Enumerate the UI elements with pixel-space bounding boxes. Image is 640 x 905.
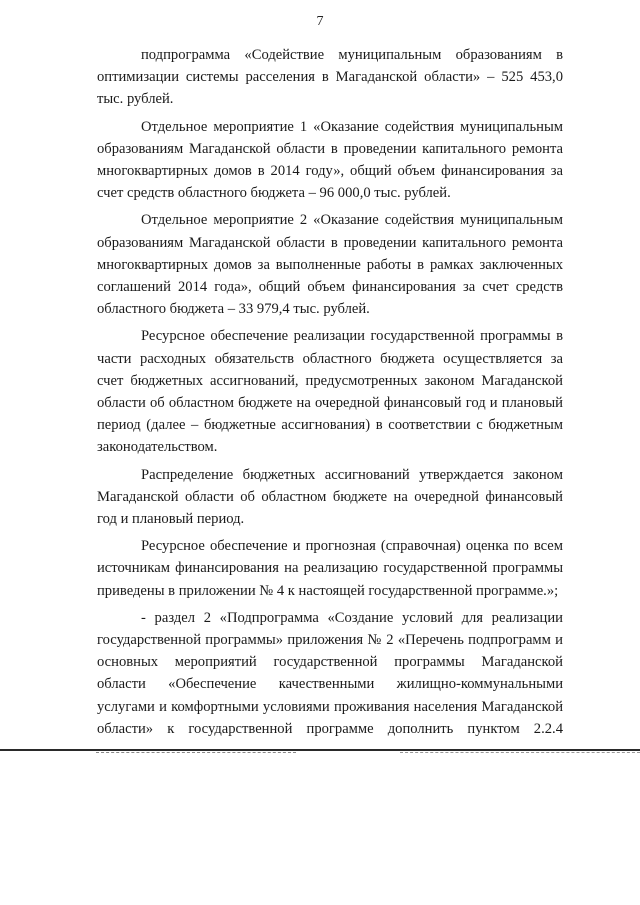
document-body (97, 44, 563, 745)
scan-artifact-line-left (96, 752, 296, 753)
scan-artifact-line-right (400, 752, 640, 753)
paragraph-subprogram: подпрограмма «Содействие муниципальным образованиям в оптимизации системы расселения в Магаданской области» – 525 453,0 тыс. рублей. (97, 47, 563, 108)
paragraph-resource-provision: Ресурсное обеспечение реализации государственной программы в части расходных обязательств областного бюджета осуществляется за счет бюджетных ассигнований, предусмотренных законом Магаданской области об областном бюджете на очередной финансовый год и плановый период (далее – бюджетные ассигнования) в соответствии с бюджетным законодательством. (97, 328, 563, 456)
paragraph-measure-2: Отдельное мероприятие 2 «Оказание содействия муниципальным образованиям Магаданской области в проведении капитального ремонта многоквартирных домов за выполненные работы в рамках заключенных соглашений 2014 года», общий объем финансирования за счет средств областного бюджета – 33 979,4 тыс. рублей. (97, 212, 563, 318)
paragraph-section-2: - раздел 2 «Подпрограмма «Создание условий для реализации государственной программы» приложения № 2 «Перечень подпрограмм и основных мероприятий государственной программы Магаданской области «Обеспечение качественными жилищно-коммунальными услугами и комфортными условиями проживания населения Магаданской области» к государственной программе дополнить пунктом 2.2.4 (97, 609, 563, 737)
paragraph-budget-distribution: Распределение бюджетных ассигнований утверждается законом Магаданской области об областном бюджете на очередной финансовый год и плановый период. (97, 466, 563, 528)
paragraph-measure-1: Отдельное мероприятие 1 «Оказание содействия муниципальным образованиям Магаданской области в проведении капитального ремонта многоквартирных домов в 2014 году», общий объем финансирования за счет средств областного бюджета – 96 000,0 тыс. рублей. (97, 118, 563, 202)
paragraph-forecast-estimate: Ресурсное обеспечение и прогнозная (справочная) оценка по всем источникам финансирования на реализацию государственной программы приведены в приложении № 4 к настоящей государственной программе.»; (97, 538, 563, 599)
page-number: 7 (316, 14, 324, 29)
page-bottom-rule (0, 749, 640, 751)
